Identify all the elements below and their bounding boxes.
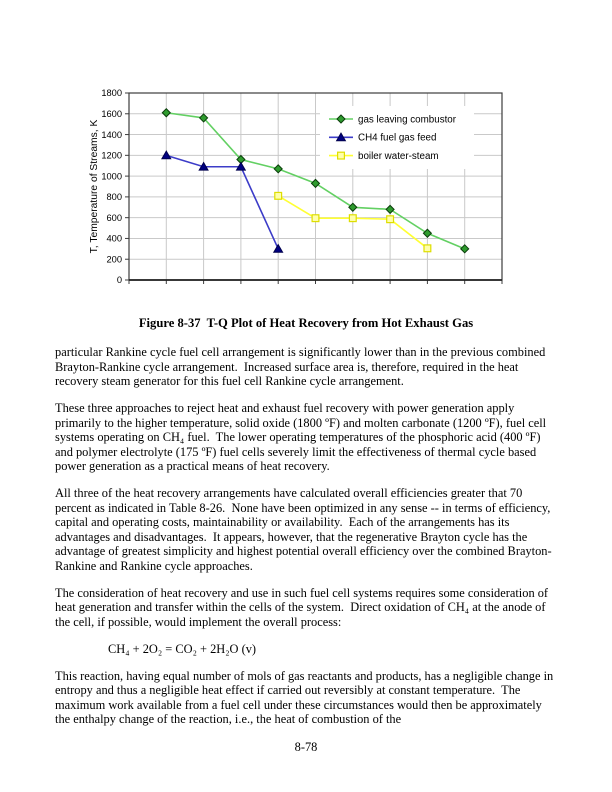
- diamond-marker: [349, 203, 357, 211]
- body-paragraph: particular Rankine cycle fuel cell arrangement is significantly lower than in the previous combined Brayton-Rankine cycle arrangement. Increased surface area is, therefore, required in the heat recovery steam generator for this fuel cell Rankine cycle arrangement.: [55, 345, 549, 388]
- square-marker: [338, 152, 345, 159]
- y-tick-label: 1400: [101, 129, 122, 140]
- y-tick-label: 400: [106, 233, 122, 244]
- page-number: 8-78: [294, 740, 318, 754]
- body-paragraph: All three of the heat recovery arrangements have calculated overall efficiencies greater that 70 percent as indicated in Table 8-26. None have been optimized in any sense -- in terms of efficiency, capital and operating costs, maintainability or availability. Each of the arrangements has its advantages and disadvantages. It appears, however, that the regenerative Brayton cycle has the advantage of greatest simplicity and highest potential overall efficiency over the combined Brayton-Rankine and Rankine cycle approaches.: [55, 486, 554, 573]
- y-tick-label: 600: [106, 212, 122, 223]
- y-tick-label: 800: [106, 192, 122, 203]
- series-line-1: [166, 155, 278, 248]
- tq-chart: [84, 85, 514, 305]
- diamond-marker: [461, 245, 469, 253]
- diamond-marker: [274, 165, 282, 173]
- y-axis-label: T, Temperature of Streams, K: [89, 119, 100, 254]
- figure-caption: Figure 8-37 T-Q Plot of Heat Recovery from Hot Exhaust Gas: [138, 316, 474, 330]
- triangle-marker: [274, 245, 283, 253]
- y-tick-label: 1600: [101, 108, 122, 119]
- square-marker: [275, 192, 282, 199]
- legend-label: CH4 fuel gas feed: [358, 132, 437, 144]
- diamond-marker: [162, 109, 170, 117]
- square-marker: [424, 245, 431, 252]
- y-tick-label: 200: [106, 254, 122, 265]
- y-tick-label: 1200: [101, 150, 122, 161]
- y-tick-label: 1000: [101, 171, 122, 182]
- square-marker: [387, 216, 394, 223]
- body-text: [55, 345, 559, 739]
- y-tick-label: 0: [116, 275, 122, 286]
- legend-label: boiler water-steam: [358, 151, 439, 162]
- legend-label: gas leaving combustor: [358, 114, 457, 126]
- body-paragraph: This reaction, having equal number of mols of gas reactants and products, has a negligible change in entropy and thus a negligible heat effect if carried out reversibly at constant temperature. The maximum work available from a fuel cell under these circumstances would then be approximately the enthalpy change of the reaction, i.e., the heat of combustion of the: [55, 668, 557, 726]
- diamond-marker: [386, 205, 394, 213]
- y-tick-label: 1800: [101, 88, 122, 99]
- diamond-marker: [312, 179, 320, 187]
- diamond-marker: [423, 229, 431, 237]
- chemical-equation: CH₄ + 2O₂ = CO₂ + 2H₂O (v): [108, 641, 257, 656]
- body-paragraph: The consideration of heat recovery and use in such fuel cell systems requires some consideration of heat generation and transfer within the cells of the system. Direct oxidation of CH₄ at the anode of the cell, if possible, would implement the overall process:: [55, 585, 552, 629]
- square-marker: [349, 215, 356, 222]
- square-marker: [312, 215, 319, 222]
- body-paragraph: These three approaches to reject heat and exhaust fuel recovery with power generation apply primarily to the higher temperature, solid oxide (1800 ºF) and molten carbonate (1200 ºF), fuel cell systems operating on CH₄ fuel. The lower operating temperatures of the phosphoric acid (400 ºF) and polymer electrolyte (175 ºF) fuel cells severely limit the effectiveness of thermal cycle based power generation as a practical means of heat recovery.: [55, 401, 550, 473]
